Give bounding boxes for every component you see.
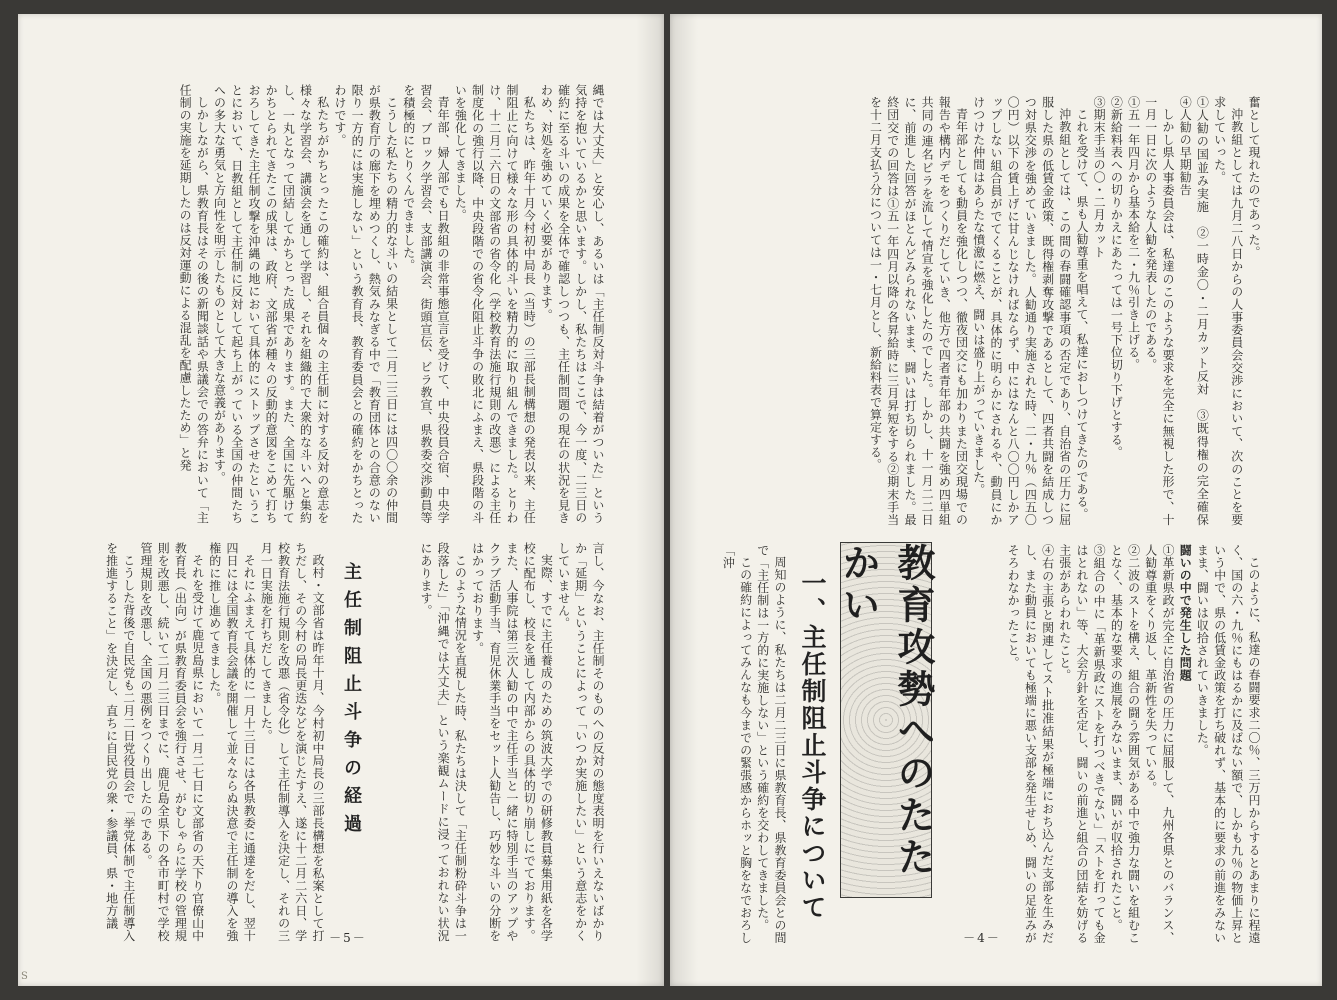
paragraph: 言し、今なお、主任制そのものへの反対の態度表明を行いえないばかりか「延期」ということによって「いつか実施したい」という意志をかくしていません。	[556, 542, 605, 942]
paragraph: しかし県人事委員会は、私達のこのような要求を完全に無視した形で、十一月一日に次のような人勧を発表したのである。	[1143, 96, 1175, 526]
gutter-shadow	[636, 14, 664, 986]
paragraph: しかしながら、県教育長はその後の新聞談話や県議会での答弁において「主任制の実施を延期したのは反対運動による混乱を配慮したため」と発	[178, 84, 210, 524]
left-bottom-left-text	[44, 542, 326, 942]
paragraph: こうした背後で自民党も二月二日党役員会で「挙党体制で主任制導入を推進すること」を決定し、直ちに自民党の衆・参議員、県・地方議	[104, 542, 136, 942]
paragraph: 沖教組としては九月二八日からの人事委員会交渉において、次のことを要求していった。	[1212, 96, 1244, 526]
list-item: ②二波のストを構え、組合の闘う雰囲気がある中で強力な闘いを組むことなく、基本的な要求の進展をみないまま、闘いが収拾されたこと。	[1109, 544, 1141, 944]
paragraph: こうした私たちの精力的な斗いの結果として二月二三日には四〇〇余の仲間が県教育庁の廊下を埋めつくし、熱気みなぎる中で「教育団体との合意のない限り一方的には実施しない」という教育長、教育委員会との確約をかちとったわけです。	[332, 84, 399, 524]
paragraph: それを受けて鹿児島県において一月二七日に文部省の天下り官僚山中教育長（出向）が県教育委員会を強行させ、がむしゃらに学校の管理規則を改悪し、続いて二月二三日までに、鹿児島全県下の各市町村で学校管理規則を改悪し、全国の悪例をつくり出したのである。	[138, 542, 205, 942]
bottom-subheading: 闘いの中で発生した問題	[1178, 544, 1193, 682]
page-number: －5－	[329, 931, 367, 945]
title-box	[836, 542, 935, 898]
paragraph: このように、私達の春闘要求二〇％、三万円からするとあまりに程遠く、国の六・九％にもはるかに及ばない額で、しかも九％の物価上昇という中で、県の低賃金政策を打ち破れず、基本的に要求の前進をみないまま、闘いは収拾されていきました。	[1195, 544, 1261, 944]
right-bottom-text	[932, 544, 1262, 944]
list-item: ③組合の中に「革新県政にストを打つべきでない」「ストを打っても金はとれない」等、大会方針を否定し、闘いの前進と組合の団結を妨げる主張があらわれたこと。	[1057, 544, 1107, 944]
left-page	[18, 14, 664, 986]
paragraph: これを受けて、県も人勧尊重を唱えて、私達におしつけてきたのである。	[1074, 108, 1089, 521]
list-item: ①革新県政が完全に自治省の圧力に屈服して、九州各県とのバランス、人勧尊重をくり返し、革新性を失っている。	[1143, 544, 1175, 944]
paragraph: ①五一年四月から基本給を二・九％引き上げる。	[1126, 96, 1141, 371]
section-heading: 一、主任制阻止斗争について	[798, 570, 827, 921]
paragraph: それにふまえて具体的に一月十三日には各県教委に通達をだし、翌十四日には全国教育長会議を開催して並々ならぬ決意で主任制の導入を強権的に推し進めてきました。	[207, 542, 257, 942]
paragraph: 周知のように、私たちは二月二三日に県教育長、県教育委員会との間で「主任制は一方的に実施しない」という確約を交わしてきました。	[755, 544, 787, 944]
paragraph: 政村・文部省は昨年十月、今村初中局長の三部長構想を私案として打ちだし、その今村の局長更迭などを演じたすえ、遂に十二月二六日、学校教育法施行規則を改悪（省令化）して主任制導入を決定し、それの三月一日実施を打ちだしてきました。	[259, 542, 325, 942]
paragraph: 縄では大丈夫」と安心し、あるいは「主任制反対斗争は結着がついた」という気持を抱いているかと思います。しかし、私たちはここで、今一度、二三日の確約に至る斗いの成果を全体で確認しつつも、主任制問題の現在の状況を見きわめ、対処を強めていく必要があります。	[539, 84, 605, 524]
paragraph: 私たちは、昨年十月今村初中局長（当時）の三部長制構想の発表以来、主任制阻止に向けて様々な形の具体的斗いを精力的に取り組んできました。とりわけ、十二月二六日の文部省の省令化（学校教育法施行規則の改悪）による主任制度化の強行以降、中央段階での省令化阻止斗争の敗北にふまえ、県段階の斗いを強化してきました。	[453, 84, 537, 524]
paragraph: このような情況を直視した時、私たちは決して「主任制粉砕斗争は一段落した」「沖縄では大丈夫」という楽観ムードに浸っておれない状況にあります。	[418, 542, 468, 942]
paragraph: この確約によってみんなも今までの緊張感からホッと胸をなでおろし「沖	[721, 544, 753, 944]
corner-mark: S	[21, 971, 28, 982]
paragraph: 奮として現れたのであった。	[1247, 96, 1261, 259]
paragraph: 実際、すでに主任養成のための筑波大学での研修教員募集用紙を各学校に配布し、校長を通して内部からの具体的切り崩しにでております。また、人事院は第三次人勧の中で主任手当と一緒に特別手当のアップやクラブ活動手当、育児休業手当をセット人勧告し、巧妙な斗いの分断をはかっております。	[470, 542, 554, 942]
paragraph: 沖教組としては、この間の春闘確認事項の否定であり、自治省の圧力に屈服した県の低賃金政策、既得権剥奪攻撃であるとして、四者共闘を結成しつつ対県交渉を強めていきました。人勧通り実施された時、二・九％（四五〇〇円）以下の賃上げに甘んじなければならず、中にはなんと八〇〇円しかアップしない組合員がでてくることが、具体的に明らかにされるや、動員にかけつけた仲間はあらたな憤激に燃え、闘いは盛り上がっていきました。	[971, 96, 1072, 526]
left-top-text	[60, 84, 606, 524]
right-top-text	[710, 96, 1262, 539]
page-number: －4－	[963, 931, 1001, 945]
paragraph: 私たちがかちとったこの確約は、組合員個々の主任制に対する反対の意志を様々な学習会、講演会を通して学習し、それを組織的で大衆的な斗いへと集約し、一丸となって団結してかちとった成果であります。また、全国に先駆けてかちとられてきたこの成果は、政府、文部省が種々の反動的意図をこめて打ちおろしてきた主任制攻撃を沖縄の地において具体的にストップさせたということにおいて、日教組として主任制に反対して起ち上がっている全国の仲間たちへの多大な勇気と方向性を明示したものとして大きな意義があります。	[212, 84, 330, 524]
title-box-text: 教育攻勢へのたたかい	[836, 543, 935, 879]
left-bottom-right-text	[380, 542, 606, 942]
paragraph: ①人勧の国並み実施 ②一時金〇・二月カット反対 ③既得権の完全確保 ④人勧の早期勧告	[1178, 96, 1210, 539]
list-item: ④右の主張と関連してスト批准結果が極端におち込んだ支部を生みだし、また動員においても極端に悪い支部を発生せしめ、闘いの足並みがそろわなかったこと。	[1006, 544, 1055, 944]
section-text	[692, 544, 788, 944]
right-page	[670, 14, 1322, 986]
paragraph: 青年部としても動員を強化しつつ、徹夜団交にも加わりまた団交現場での報告や構内デモをつくりだしていき、他方で四者青年部の共闘を強め四単組共同の連名ビラを流して情宣を強化したのでした。しかし、十一月二二日に、前進した回答がほとんどみられないまま、闘いは打ち切られました。最終団交での回答は①五一年四月以降の各昇給時に三月昇短をする②期末手当を十二月支払う分については一・七月とし、新給料表で算定する。	[868, 96, 969, 526]
paragraph: ②新給料表への切りかえにあたっては一号下位切り下げとする。	[1109, 96, 1124, 459]
paragraph: ③期末手当の〇・二月カット	[1092, 96, 1107, 259]
paragraph: 青年部、婦人部でも日教組の非常事態宣言を受けて、中央役員合宿、中央学習会、ブロック学習会、支部講演会、街頭宣伝、ビラ教宣、県教委交渉動員等を積極的にとりくんできました。	[401, 84, 451, 524]
subheading-shuninsei-keika: 主任制阻止斗争の経過	[341, 562, 362, 842]
